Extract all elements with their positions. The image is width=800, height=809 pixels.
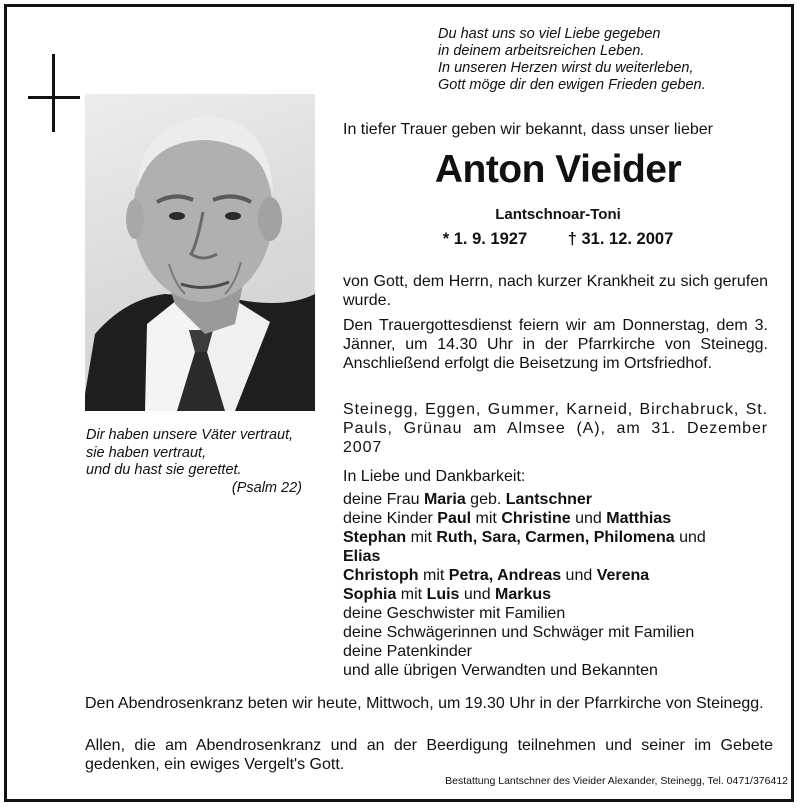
family-list (343, 490, 773, 680)
deceased-nickname: Lantschnoar-Toni (495, 206, 621, 223)
poem-line: Gott möge dir den ewigen Frieden geben. (438, 77, 706, 93)
life-dates (343, 230, 773, 249)
poem-line: Du hast uns so viel Liebe gegeben (438, 26, 661, 42)
poem-line: in deinem arbeitsreichen Leben. (438, 43, 645, 59)
funeral-service-text: Den Trauergottesdienst feiern wir am Donnerstag, dem 3. Jänner, um 14.30 Uhr in der Pfarrkirche von Steinegg. Anschließend erfolgt die Beisetzung im Ortsfriedhof. (343, 317, 768, 372)
death-date: † 31. 12. 2007 (567, 230, 674, 248)
family-line-wife: deine Frau Maria geb. Lantschner (343, 491, 593, 508)
family-line-relatives: und alle übrigen Verwandten und Bekannten (343, 662, 658, 679)
family-line-inlaws: deine Schwägerinnen und Schwäger mit Familien (343, 624, 695, 641)
poem-line: In unseren Herzen wirst du weiterleben, (438, 60, 694, 76)
rosary-text: Den Abendrosenkranz beten wir heute, Mittwoch, um 19.30 Uhr in der Pfarrkirche von Steinegg. (85, 695, 764, 712)
psalm-caption (86, 427, 316, 497)
caption-line: und du hast sie gerettet. (86, 462, 242, 478)
family-line-children: Elias (343, 548, 381, 565)
called-home-text: von Gott, dem Herrn, nach kurzer Krankheit zu sich gerufen wurde. (343, 273, 768, 309)
funeral-home-credit: Bestattung Lantschner des Vieider Alexander, Steinegg, Tel. 0471/376412 (445, 775, 788, 787)
family-line-children: Sophia mit Luis und Markus (343, 586, 552, 603)
psalm-reference: (Psalm 22) (231, 479, 302, 496)
family-line-children: Stephan mit Ruth, Sara, Carmen, Philomena und (343, 529, 706, 546)
family-line-siblings: deine Geschwister mit Familien (343, 605, 566, 622)
caption-line: Dir haben unsere Väter vertraut, (86, 427, 294, 443)
birth-date: * 1. 9. 1927 (442, 230, 528, 248)
places-date-text: Steinegg, Eggen, Gummer, Karneid, Birchabruck, St. Pauls, Grünau am Almsee (A), am 31. Dezember 2007 (343, 401, 768, 456)
portrait-photo (85, 94, 315, 411)
family-line-children: Christoph mit Petra, Andreas und Verena (343, 567, 650, 584)
announcement-intro: In tiefer Trauer geben wir bekannt, dass unser lieber (343, 121, 713, 138)
family-line-children: deine Kinder Paul mit Christine und Matthias (343, 510, 672, 527)
family-intro: In Liebe und Dankbarkeit: (343, 468, 526, 485)
poem (438, 26, 768, 94)
deceased-name: Anton Vieider (434, 148, 682, 191)
thanks-text: Allen, die am Abendrosenkranz und an der Beerdigung teilnehmen und seiner im Gebete gedenken, ein ewiges Vergelt's Gott. (85, 737, 773, 773)
family-line-godchildren: deine Patenkinder (343, 643, 472, 660)
caption-line: sie haben vertraut, (86, 444, 207, 461)
